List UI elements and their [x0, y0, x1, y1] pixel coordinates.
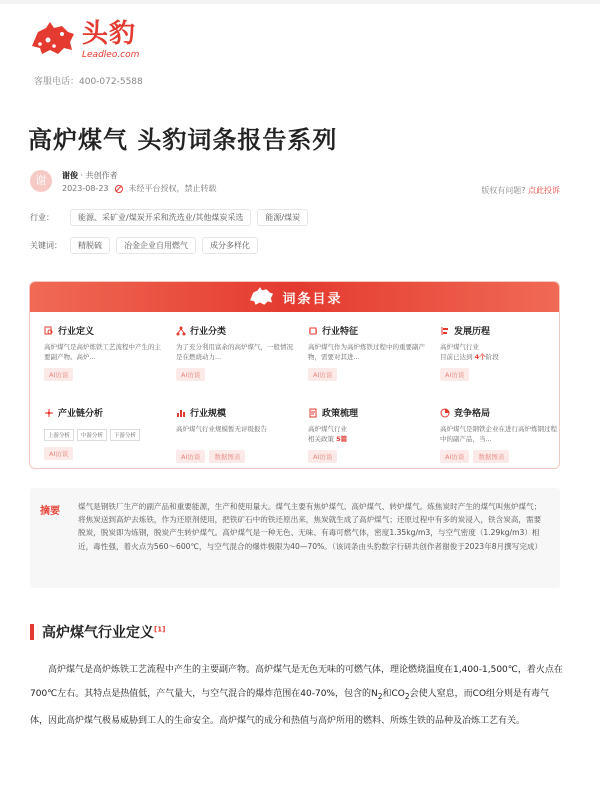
ai-interview-button[interactable]: AI访谈	[44, 368, 73, 381]
keyword-label: 关键词：	[30, 241, 62, 250]
keyword-tag[interactable]: 成分多样化	[202, 237, 258, 254]
publish-date: 2023-08-23	[62, 184, 109, 193]
toc-item-definition[interactable]	[44, 324, 164, 381]
ai-interview-button[interactable]: AI访谈	[440, 368, 469, 381]
toc-item-title: 行业规模	[190, 409, 227, 419]
document-icon	[308, 408, 318, 418]
reference-link[interactable]: [1]	[154, 625, 166, 634]
industry-tag[interactable]: 能源、采矿业/煤炭开采和洗选业/其他煤炭采选	[70, 209, 251, 226]
chain-icon	[44, 408, 54, 418]
report-link[interactable]: 点此投诉	[528, 186, 560, 195]
timeline-icon	[440, 326, 450, 336]
ban-icon	[115, 185, 123, 193]
search-doc-icon	[44, 326, 54, 336]
page-title: 高炉煤气 头豹词条报告系列	[28, 126, 338, 154]
brand-logo[interactable]	[28, 20, 139, 60]
ai-interview-button[interactable]: AI访谈	[308, 450, 337, 463]
toc-item-chain[interactable]	[44, 406, 164, 460]
author-role: · 共创作者	[78, 171, 118, 180]
toc-item-title: 行业特征	[322, 327, 359, 337]
hierarchy-icon	[176, 326, 186, 336]
toc-item-classification[interactable]	[176, 324, 296, 381]
abstract-box	[30, 488, 560, 588]
abstract-text: 煤气是钢铁厂生产的副产品和重要能源，生产和使用量大。煤气主要有焦炉煤气、高炉煤气、转炉煤气。炼焦炭时产生的煤气叫焦炉煤气；将焦炭送到高炉去炼铁，作为还原剂使用，把铁矿石中的铁还原出来，焦炭就生成了高炉煤气；还原过程中有多的炭浸入，铁含炭高，需要脱炭，脱炭即为炼钢，脱炭产生转炉煤气。高炉煤气是一种无色、无味、有毒可燃气体，密度1.35kg/m3，与空气密度（1.29kg/m3）相近，毒性强，着火点为560～600℃，与空气混合的爆炸极限为40—70%。（该词条由头豹数字行研共创作者谢俊于2023年8月撰写完成）	[78, 502, 543, 551]
abstract-label: 摘要	[40, 506, 60, 517]
toc-item-desc: 高炉煤气作为高炉炼铁过程中的重要副产物，需要对其进...	[308, 343, 425, 361]
toc-panel	[29, 281, 560, 469]
toc-item-title: 行业定义	[58, 327, 95, 337]
bar-chart-icon	[176, 408, 186, 418]
avatar[interactable]: 谢	[30, 170, 52, 192]
toc-item-history[interactable]	[440, 324, 560, 381]
pie-chart-icon	[440, 408, 450, 418]
keyword-tag[interactable]: 冶金企业自用燃气	[116, 237, 196, 254]
toc-item-desc: 高炉煤气是钢铁企业在进行高炉炼钢过程中的副产品，当...	[440, 425, 557, 443]
copyright-notice: 未经平台授权，禁止转载	[128, 184, 217, 193]
author-line	[62, 170, 118, 181]
chip-icon	[308, 326, 318, 336]
section-bar	[30, 624, 34, 640]
toc-header	[30, 282, 559, 312]
service-phone: 客服电话：400-072-5588	[34, 77, 143, 87]
report-question: 版权有问题?	[481, 186, 526, 195]
toc-item-features[interactable]	[308, 324, 428, 381]
author-meta	[62, 183, 217, 194]
keyword-tag[interactable]: 精脱硫	[70, 237, 110, 254]
report-area	[481, 185, 560, 196]
leopard-logo-icon	[246, 286, 276, 308]
author-name[interactable]: 谢俊	[62, 171, 78, 180]
ai-interview-button[interactable]: AI访谈	[44, 447, 73, 460]
keyword-row	[30, 237, 264, 254]
body-text	[30, 658, 565, 733]
leopard-logo-icon	[28, 20, 76, 60]
section-title: 高炉煤气行业定义[1]	[42, 625, 166, 641]
toc-item-desc: 高炉煤气是高炉炼铁工艺流程中产生的主要副产物。高炉...	[44, 343, 161, 361]
toc-item-desc: 高炉煤气行业规模暂无评级报告	[176, 425, 267, 433]
toc-item-title: 政策梳理	[322, 409, 359, 419]
data-chart-button[interactable]: 数据图表	[473, 450, 509, 463]
toc-item-desc: 高炉煤气行业 相关政策 5篇	[308, 425, 348, 443]
toc-item-title: 行业分类	[190, 327, 227, 337]
brand-name: 头豹	[82, 19, 137, 49]
toc-item-competition[interactable]	[440, 406, 560, 463]
ai-interview-button[interactable]: AI访谈	[308, 368, 337, 381]
section-heading	[30, 622, 165, 642]
toc-item-desc: 为了充分利用富余的高炉煤气，一般情况是在燃烧动力...	[176, 343, 293, 361]
top-strip	[0, 0, 600, 4]
body-paragraph: 高炉煤气是高炉炼铁工艺流程中产生的主要副产物。高炉煤气是无色无味的可燃气体，理论燃烧温度在1,400-1,500℃，着火点在700℃左右。其特点是热值低，产气量大，与空气混合的爆炸范围在40-70%，包含的$N_2$和$CO_2$会使人窒息，而CO组分则是有毒气体，因此高炉煤气极易威胁到工人的生命安全。高炉煤气的成分和热值与高炉所用的燃料、所炼生铁的品种及冶炼工艺有关。	[30, 665, 563, 726]
toc-item-policy[interactable]	[308, 406, 428, 463]
toc-item-title: 发展历程	[454, 327, 491, 337]
toc-item-scale[interactable]	[176, 406, 296, 463]
upstream-tab[interactable]: 上游分析	[44, 429, 74, 441]
ai-interview-button[interactable]: AI访谈	[176, 368, 205, 381]
toc-item-title: 竞争格局	[454, 409, 491, 419]
industry-tag[interactable]: 能源/煤炭	[257, 209, 308, 226]
toc-item-desc: 高炉煤气行业 目前已达到 4个阶段	[440, 343, 499, 361]
data-chart-button[interactable]: 数据图表	[209, 450, 245, 463]
brand-url: Leadleo.com	[82, 50, 140, 60]
ai-interview-button[interactable]: AI访谈	[176, 450, 205, 463]
industry-row	[30, 209, 314, 226]
ai-interview-button[interactable]: AI访谈	[440, 450, 469, 463]
midstream-tab[interactable]: 中游分析	[77, 429, 107, 441]
toc-title: 词条目录	[282, 291, 343, 307]
downstream-tab[interactable]: 下游分析	[110, 429, 140, 441]
industry-label: 行业：	[30, 213, 54, 222]
toc-item-title: 产业链分析	[58, 409, 104, 419]
